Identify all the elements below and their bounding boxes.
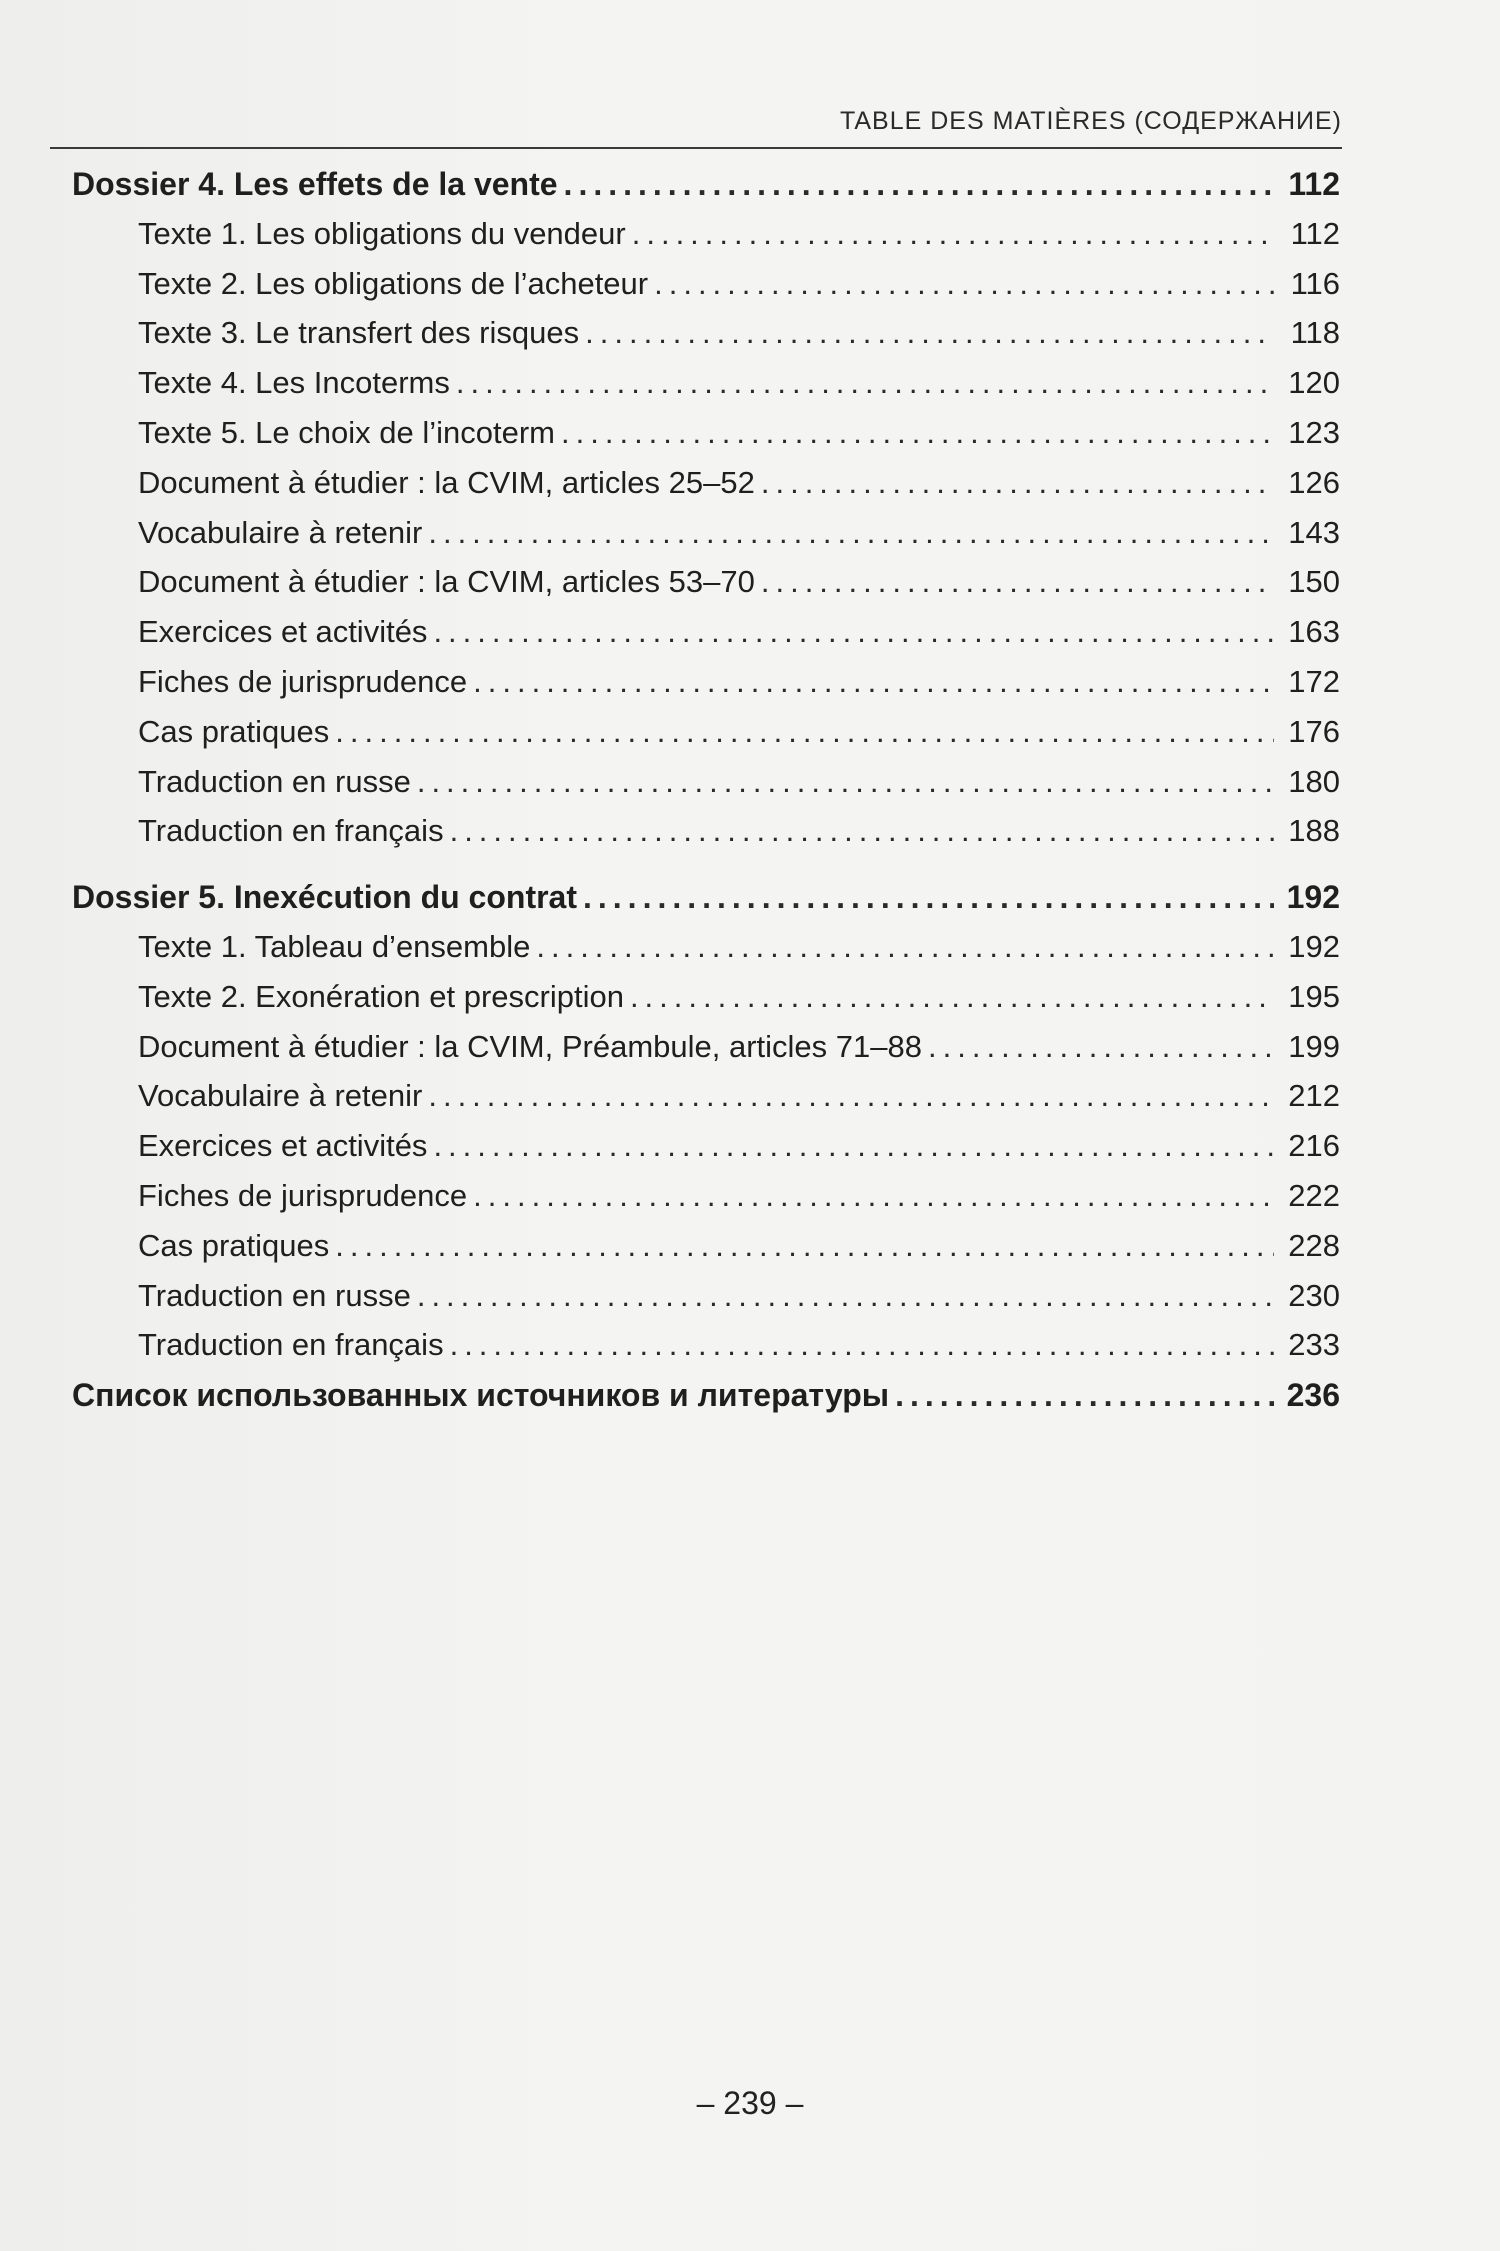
leader-dots [928, 1031, 1274, 1062]
toc-entry [72, 978, 1340, 1031]
leader-dots [456, 367, 1274, 398]
leader-dots [433, 1130, 1274, 1161]
toc-entry-page: 163 [1288, 614, 1340, 650]
leader-dots [473, 666, 1274, 697]
leader-dots [761, 467, 1274, 498]
toc-entry-page: 126 [1288, 464, 1340, 500]
toc-section-bibliography [72, 1379, 1340, 1429]
toc-entry [72, 1130, 1340, 1180]
toc-entry-page: 143 [1288, 514, 1340, 550]
toc-entry-label: Texte 5. Le choix de l’incoterm [138, 414, 555, 450]
toc-entry-label: Vocabulaire à retenir [138, 1078, 423, 1114]
toc-entry [72, 1177, 1340, 1230]
leader-dots [585, 317, 1274, 348]
toc-entry-label: Document à étudier : la CVIM, articles 25–52 [138, 464, 755, 500]
leader-dots [564, 168, 1274, 200]
toc-entry-label: Exercices et activités [138, 614, 428, 650]
leader-dots [335, 1230, 1274, 1261]
toc-entry-page: 228 [1288, 1227, 1340, 1263]
toc-entry [72, 566, 1340, 616]
toc-entry-label: Traduction en français [138, 813, 444, 849]
table-of-contents [72, 168, 1340, 1429]
header-title: TABLE DES MATIÈRES (СОДЕРЖАНИЕ) [839, 107, 1342, 135]
toc-entry-page: 188 [1288, 813, 1340, 849]
toc-entry-label: Texte 1. Tableau d’ensemble [138, 928, 531, 964]
toc-entry [72, 367, 1340, 417]
toc-entry [72, 928, 1340, 981]
leader-dots [417, 766, 1274, 797]
toc-entry-label: Traduction en français [138, 1327, 444, 1363]
leader-dots [654, 268, 1274, 299]
toc-entry-label: Texte 4. Les Incoterms [138, 365, 450, 401]
toc-entry [72, 815, 1340, 865]
toc-section-title: Список использованных источников и литературы [72, 1377, 890, 1414]
toc-entry-page: 176 [1288, 713, 1340, 749]
toc-entry-page: 172 [1288, 663, 1340, 699]
toc-entry-label: Vocabulaire à retenir [138, 514, 423, 550]
toc-entry-label: Texte 2. Les obligations de l’acheteur [138, 265, 649, 301]
toc-entry-label: Texte 3. Le transfert des risques [138, 315, 580, 351]
toc-entry [72, 265, 1340, 318]
toc-entry [72, 616, 1340, 666]
toc-entry-page: 222 [1288, 1177, 1340, 1213]
toc-entry-page: 116 [1290, 265, 1340, 301]
toc-entry-page: 199 [1288, 1028, 1340, 1064]
leader-dots [761, 566, 1274, 597]
toc-page-number: 112 [1288, 166, 1340, 202]
toc-entry-page: 212 [1288, 1078, 1340, 1114]
running-header [50, 105, 1342, 149]
toc-entry-page: 230 [1288, 1277, 1340, 1313]
toc-entry [72, 317, 1340, 367]
toc-entry-page: 180 [1288, 763, 1340, 799]
leader-dots [473, 1180, 1274, 1211]
toc-entry [72, 663, 1340, 716]
toc-entry-page: 195 [1288, 978, 1340, 1014]
toc-page-number: 236 [1286, 1377, 1340, 1414]
leader-dots [417, 1280, 1274, 1311]
toc-entry-page: 118 [1290, 315, 1340, 351]
toc-entry [72, 1227, 1340, 1280]
toc-entry-label: Fiches de jurisprudence [138, 1177, 468, 1213]
toc-entry [72, 215, 1340, 268]
leader-dots [428, 517, 1274, 548]
toc-entry-page: 192 [1288, 928, 1340, 964]
toc-section-title: Dossier 4. Les effets de la vente [72, 166, 558, 202]
leader-dots [450, 815, 1274, 846]
toc-entry-label: Texte 1. Les obligations du vendeur [138, 215, 626, 251]
toc-entry-label: Texte 2. Exonération et prescription [138, 978, 624, 1014]
leader-dots [632, 218, 1274, 249]
leader-dots [450, 1329, 1274, 1360]
page-number: – 239 – [696, 2085, 804, 2121]
leader-dots [536, 931, 1274, 962]
toc-entry [72, 464, 1340, 517]
toc-section-dossier5 [72, 881, 1340, 931]
toc-entry-label: Document à étudier : la CVIM, Préambule, articles 71–88 [138, 1028, 922, 1064]
leader-dots [583, 881, 1274, 913]
toc-entry-label: Cas pratiques [138, 1227, 330, 1263]
toc-entry [72, 1329, 1340, 1379]
toc-section-dossier4 [72, 168, 1340, 218]
toc-entry [72, 1277, 1340, 1330]
toc-entry-page: 120 [1288, 365, 1340, 401]
toc-entry [72, 514, 1340, 567]
toc-entry [72, 763, 1340, 816]
toc-entry-label: Traduction en russe [138, 1277, 411, 1313]
toc-entry [72, 414, 1340, 467]
leader-dots [335, 716, 1274, 747]
toc-entry [72, 1080, 1340, 1130]
toc-entry-label: Cas pratiques [138, 713, 330, 749]
toc-entry-page: 123 [1288, 414, 1340, 450]
leader-dots [433, 616, 1274, 647]
toc-entry [72, 713, 1340, 766]
toc-page-number: 192 [1286, 879, 1340, 916]
toc-entry-label: Fiches de jurisprudence [138, 663, 468, 699]
toc-entry-label: Exercices et activités [138, 1128, 428, 1164]
leader-dots [630, 981, 1274, 1012]
toc-entry-page: 112 [1290, 215, 1340, 251]
leader-dots [895, 1379, 1274, 1411]
toc-entry [72, 1028, 1340, 1081]
toc-entry-page: 233 [1288, 1327, 1340, 1363]
toc-section-title: Dossier 5. Inexécution du contrat [72, 879, 577, 916]
leader-dots [428, 1080, 1274, 1111]
toc-entry-label: Traduction en russe [138, 763, 411, 799]
toc-entry-label: Document à étudier : la CVIM, articles 53–70 [138, 564, 755, 600]
toc-entry-page: 150 [1288, 564, 1340, 600]
toc-entry-page: 216 [1288, 1128, 1340, 1164]
leader-dots [561, 417, 1274, 448]
